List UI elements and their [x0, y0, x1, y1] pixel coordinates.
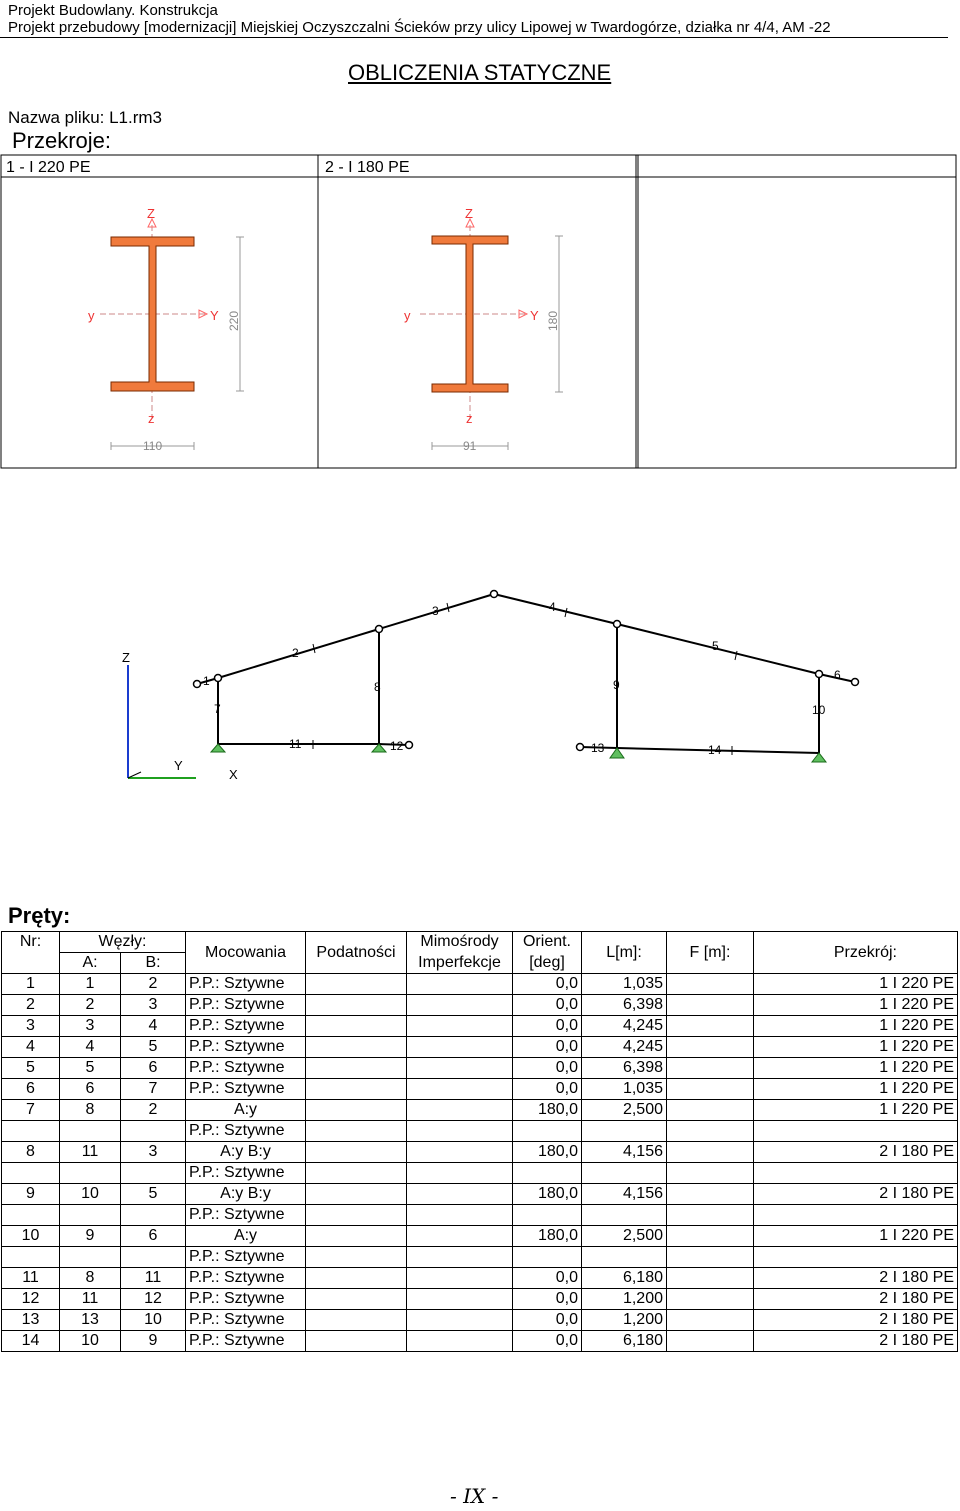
cell-empty	[60, 1121, 121, 1142]
model-label-2: 2	[292, 646, 299, 660]
cell-node-b: 3	[121, 1142, 186, 1163]
cell-empty	[2, 1247, 60, 1268]
cell-empty	[407, 1205, 513, 1226]
cell-podatnosci	[306, 995, 407, 1016]
cell-mimosrody	[407, 1268, 513, 1289]
cell-f	[667, 1184, 754, 1205]
table-row-continuation	[2, 1121, 958, 1142]
cell-podatnosci	[306, 1184, 407, 1205]
cell-node-a: 1	[60, 974, 121, 995]
model-label-13: 13	[591, 741, 605, 755]
cell-empty	[306, 1247, 407, 1268]
section-2-height: 180	[546, 310, 560, 331]
cell-empty	[60, 1163, 121, 1184]
table-row	[2, 1016, 958, 1037]
members-table-body	[2, 974, 958, 1352]
support-node-9	[610, 748, 624, 758]
cell-empty	[2, 1163, 60, 1184]
cell-empty	[667, 1163, 754, 1184]
col-podatnosci: Podatności	[316, 943, 396, 961]
cell-nr: 7	[2, 1100, 60, 1121]
cell-mimosrody	[407, 1142, 513, 1163]
cell-node-a: 10	[60, 1331, 121, 1352]
model-label-6: 6	[834, 668, 841, 682]
cell-node-a: 4	[60, 1037, 121, 1058]
cell-mimosrody	[407, 1016, 513, 1037]
cell-mocowania: P.P.: Sztywne	[186, 1058, 306, 1079]
cell-node-a: 6	[60, 1079, 121, 1100]
cell-mimosrody	[407, 1184, 513, 1205]
cell-mocowania: P.P.: Sztywne	[186, 1289, 306, 1310]
cell-f	[667, 1058, 754, 1079]
cell-length: 1,035	[582, 974, 667, 995]
model-axis-Y: Y	[174, 758, 183, 773]
col-przekroj: Przekrój:	[833, 943, 897, 961]
cell-mocowania: A:y B:y	[186, 1142, 306, 1163]
cell-mimosrody	[407, 1289, 513, 1310]
cell-orient: 0,0	[513, 1310, 582, 1331]
table-row	[2, 1331, 958, 1352]
cell-mimosrody	[407, 1058, 513, 1079]
cell-length: 6,180	[582, 1331, 667, 1352]
cell-empty	[407, 1247, 513, 1268]
cell-mocowania: A:y	[186, 1226, 306, 1247]
cell-empty	[2, 1121, 60, 1142]
support-node-7	[211, 744, 225, 752]
cell-f	[667, 1016, 754, 1037]
section-2-axis-y: y	[404, 308, 411, 323]
col-nr: Nr:	[19, 933, 42, 950]
cell-orient: 180,0	[513, 1184, 582, 1205]
cell-podatnosci	[306, 1100, 407, 1121]
cell-mimosrody	[407, 974, 513, 995]
cell-node-a: 11	[60, 1289, 121, 1310]
model-label-1: 1	[203, 674, 210, 688]
cell-section: 2 I 180 PE	[754, 1142, 958, 1163]
cell-empty	[407, 1121, 513, 1142]
cell-nr: 9	[2, 1184, 60, 1205]
cell-f	[667, 1037, 754, 1058]
cell-podatnosci	[306, 974, 407, 995]
cell-node-b: 11	[121, 1268, 186, 1289]
cell-mocowania: P.P.: Sztywne	[186, 1310, 306, 1331]
table-row	[2, 1058, 958, 1079]
cell-f	[667, 1289, 754, 1310]
model-label-5: 5	[712, 639, 719, 653]
cell-node-a: 9	[60, 1226, 121, 1247]
cell-node-a: 13	[60, 1310, 121, 1331]
cell-nr: 12	[2, 1289, 60, 1310]
file-name: Nazwa pliku: L1.rm3	[8, 108, 163, 127]
cell-podatnosci	[306, 1226, 407, 1247]
cell-empty	[667, 1205, 754, 1226]
section-2-label: 2 - I 180 PE	[325, 159, 410, 176]
model-label-14: 14	[708, 743, 722, 757]
col-a: A:	[82, 954, 98, 971]
cell-empty	[513, 1205, 582, 1226]
table-row	[2, 1226, 958, 1247]
cell-section: 1 I 220 PE	[754, 1100, 958, 1121]
cell-length: 1,200	[582, 1289, 667, 1310]
model-label-9: 9	[613, 678, 620, 692]
table-row	[2, 1289, 958, 1310]
model-label-12: 12	[390, 739, 404, 753]
cell-empty	[582, 1121, 667, 1142]
cell-section: 2 I 180 PE	[754, 1184, 958, 1205]
cell-mocowania-2: P.P.: Sztywne	[186, 1247, 306, 1268]
cell-empty	[754, 1163, 958, 1184]
cell-section: 2 I 180 PE	[754, 1310, 958, 1331]
cell-orient: 0,0	[513, 1331, 582, 1352]
cell-empty	[754, 1121, 958, 1142]
cell-nr: 8	[2, 1142, 60, 1163]
cell-node-a: 8	[60, 1268, 121, 1289]
table-row	[2, 1100, 958, 1121]
col-b: B:	[145, 954, 161, 971]
cell-empty	[306, 1205, 407, 1226]
cell-podatnosci	[306, 1142, 407, 1163]
section-2-axis-z: z	[466, 411, 473, 426]
col-mocowania: Mocowania	[205, 943, 286, 961]
cell-length: 2,500	[582, 1226, 667, 1247]
cell-mimosrody	[407, 1310, 513, 1331]
cell-orient: 0,0	[513, 1079, 582, 1100]
cell-length: 2,500	[582, 1100, 667, 1121]
cell-empty	[582, 1247, 667, 1268]
cell-length: 4,156	[582, 1142, 667, 1163]
col-nodes: Węzły:	[98, 933, 147, 950]
cell-mocowania: P.P.: Sztywne	[186, 1016, 306, 1037]
table-row	[2, 1079, 958, 1100]
cell-mocowania: P.P.: Sztywne	[186, 995, 306, 1016]
table-row	[2, 1268, 958, 1289]
cell-mocowania-2: P.P.: Sztywne	[186, 1163, 306, 1184]
cell-mimosrody	[407, 995, 513, 1016]
cell-orient: 0,0	[513, 995, 582, 1016]
cell-empty	[754, 1205, 958, 1226]
cell-empty	[407, 1163, 513, 1184]
table-row	[2, 1037, 958, 1058]
cell-node-b: 12	[121, 1289, 186, 1310]
section-1-axis-Y: Y	[210, 308, 219, 323]
cell-orient: 0,0	[513, 1037, 582, 1058]
cell-empty	[121, 1205, 186, 1226]
section-1-height: 220	[227, 310, 241, 331]
cell-mocowania: P.P.: Sztywne	[186, 974, 306, 995]
sections-frame	[1, 155, 956, 468]
cell-node-b: 5	[121, 1184, 186, 1205]
section-1-axis-y: y	[88, 308, 95, 323]
cell-podatnosci	[306, 1289, 407, 1310]
cell-empty	[121, 1163, 186, 1184]
cell-orient: 180,0	[513, 1226, 582, 1247]
cell-node-a: 11	[60, 1142, 121, 1163]
cell-f	[667, 1226, 754, 1247]
table-row-continuation	[2, 1205, 958, 1226]
model-label-10: 10	[812, 703, 826, 717]
col-f: F [m]:	[689, 943, 731, 961]
members-heading: Pręty:	[8, 903, 71, 928]
cell-empty	[754, 1247, 958, 1268]
cell-orient: 180,0	[513, 1142, 582, 1163]
model-label-11: 11	[289, 737, 302, 751]
cell-section: 1 I 220 PE	[754, 1058, 958, 1079]
cell-section: 1 I 220 PE	[754, 1079, 958, 1100]
cell-empty	[513, 1163, 582, 1184]
cell-nr: 14	[2, 1331, 60, 1352]
cell-podatnosci	[306, 1058, 407, 1079]
cell-podatnosci	[306, 1310, 407, 1331]
cell-section: 1 I 220 PE	[754, 995, 958, 1016]
cell-nr: 6	[2, 1079, 60, 1100]
cell-node-b: 9	[121, 1331, 186, 1352]
static-model	[122, 591, 859, 783]
cell-orient: 0,0	[513, 1289, 582, 1310]
cell-podatnosci	[306, 1268, 407, 1289]
section-2-axis-Y: Y	[530, 308, 539, 323]
cell-f	[667, 1079, 754, 1100]
section-1-width: 110	[143, 439, 163, 453]
cell-f	[667, 1100, 754, 1121]
cell-mocowania: P.P.: Sztywne	[186, 1268, 306, 1289]
sections-heading: Przekroje:	[12, 128, 112, 153]
model-label-4: 4	[549, 600, 556, 614]
table-row	[2, 995, 958, 1016]
cell-f	[667, 974, 754, 995]
cell-node-b: 10	[121, 1310, 186, 1331]
cell-mimosrody	[407, 1226, 513, 1247]
cell-empty	[306, 1121, 407, 1142]
header-description: Projekt przebudowy [modernizacji] Miejskiej Oczyszczalni Ścieków przy ulicy Lipowej w Twardogórze, działka nr 4/4, AM -22	[8, 19, 831, 36]
cell-orient: 0,0	[513, 1268, 582, 1289]
cell-mocowania: A:y B:y	[186, 1184, 306, 1205]
cell-empty	[513, 1247, 582, 1268]
page-number: - IX -	[450, 1484, 499, 1508]
cell-nr: 11	[2, 1268, 60, 1289]
cell-node-b: 6	[121, 1226, 186, 1247]
cell-orient: 0,0	[513, 1016, 582, 1037]
cell-mocowania-2: P.P.: Sztywne	[186, 1121, 306, 1142]
cell-section: 2 I 180 PE	[754, 1289, 958, 1310]
cell-orient: 0,0	[513, 1058, 582, 1079]
cell-mimosrody	[407, 1079, 513, 1100]
cell-empty	[306, 1163, 407, 1184]
cell-empty	[2, 1205, 60, 1226]
table-row	[2, 1142, 958, 1163]
cell-nr: 13	[2, 1310, 60, 1331]
section-2-width: 91	[463, 439, 477, 453]
table-row	[2, 974, 958, 995]
cell-mocowania: A:y	[186, 1100, 306, 1121]
cell-orient: 0,0	[513, 974, 582, 995]
cell-nr: 4	[2, 1037, 60, 1058]
cell-section: 2 I 180 PE	[754, 1331, 958, 1352]
cell-f	[667, 1142, 754, 1163]
cell-length: 6,398	[582, 995, 667, 1016]
model-axis-Z: Z	[122, 650, 130, 665]
cell-empty	[60, 1247, 121, 1268]
cell-nr: 2	[2, 995, 60, 1016]
cell-length: 1,035	[582, 1079, 667, 1100]
col-imperfekcje: Imperfekcje	[418, 953, 501, 971]
cell-node-a: 10	[60, 1184, 121, 1205]
cell-node-b: 7	[121, 1079, 186, 1100]
cell-empty	[121, 1247, 186, 1268]
col-l: L[m]:	[606, 943, 642, 961]
cell-section: 1 I 220 PE	[754, 1016, 958, 1037]
section-1-axis-Z: Z	[147, 206, 155, 221]
cell-empty	[60, 1205, 121, 1226]
cell-length: 4,245	[582, 1016, 667, 1037]
cell-podatnosci	[306, 1016, 407, 1037]
section-2-axis-Z: Z	[465, 206, 473, 221]
page-title: OBLICZENIA STATYCZNE	[348, 60, 612, 85]
col-orient: Orient.	[522, 933, 571, 951]
cell-mimosrody	[407, 1331, 513, 1352]
section-1-label: 1 - I 220 PE	[6, 159, 91, 176]
model-label-3: 3	[432, 604, 439, 618]
cell-length: 4,156	[582, 1184, 667, 1205]
cell-node-a: 8	[60, 1100, 121, 1121]
cell-nr: 3	[2, 1016, 60, 1037]
cell-length: 4,245	[582, 1037, 667, 1058]
cell-podatnosci	[306, 1079, 407, 1100]
cell-node-b: 2	[121, 974, 186, 995]
cell-nr: 5	[2, 1058, 60, 1079]
cell-mimosrody	[407, 1100, 513, 1121]
model-axis-X: X	[229, 767, 238, 782]
cell-mocowania-2: P.P.: Sztywne	[186, 1205, 306, 1226]
cell-node-a: 3	[60, 1016, 121, 1037]
section-1-drawing	[88, 206, 244, 453]
cell-f	[667, 1331, 754, 1352]
table-row	[2, 1310, 958, 1331]
header-project: Projekt Budowlany. Konstrukcja	[8, 2, 218, 19]
cell-empty	[582, 1163, 667, 1184]
cell-section: 1 I 220 PE	[754, 1037, 958, 1058]
cell-section: 2 I 180 PE	[754, 1268, 958, 1289]
cell-empty	[513, 1121, 582, 1142]
cell-section: 1 I 220 PE	[754, 1226, 958, 1247]
cell-mimosrody	[407, 1037, 513, 1058]
cell-node-a: 2	[60, 995, 121, 1016]
cell-node-b: 2	[121, 1100, 186, 1121]
cell-node-b: 3	[121, 995, 186, 1016]
members-table	[1, 931, 958, 1352]
cell-node-a: 5	[60, 1058, 121, 1079]
table-row-continuation	[2, 1247, 958, 1268]
cell-nr: 1	[2, 974, 60, 995]
model-label-8: 8	[374, 680, 381, 694]
cell-length: 6,180	[582, 1268, 667, 1289]
section-2-drawing	[404, 206, 563, 453]
cell-section: 1 I 220 PE	[754, 974, 958, 995]
cell-podatnosci	[306, 1037, 407, 1058]
cell-empty	[121, 1121, 186, 1142]
cell-empty	[667, 1247, 754, 1268]
cell-f	[667, 1268, 754, 1289]
cell-mocowania: P.P.: Sztywne	[186, 1331, 306, 1352]
model-label-7: 7	[214, 702, 221, 716]
col-mimosrody: Mimośrody	[420, 933, 499, 951]
cell-empty	[582, 1205, 667, 1226]
col-deg: [deg]	[529, 953, 565, 971]
cell-mocowania: P.P.: Sztywne	[186, 1079, 306, 1100]
cell-podatnosci	[306, 1331, 407, 1352]
cell-mocowania: P.P.: Sztywne	[186, 1037, 306, 1058]
cell-f	[667, 1310, 754, 1331]
cell-length: 6,398	[582, 1058, 667, 1079]
cell-nr: 10	[2, 1226, 60, 1247]
table-row-continuation	[2, 1163, 958, 1184]
cell-length: 1,200	[582, 1310, 667, 1331]
cell-orient: 180,0	[513, 1100, 582, 1121]
support-node-10	[812, 753, 826, 762]
cell-f	[667, 995, 754, 1016]
cell-node-b: 6	[121, 1058, 186, 1079]
support-node-8	[372, 744, 386, 752]
table-row	[2, 1184, 958, 1205]
cell-node-b: 5	[121, 1037, 186, 1058]
cell-node-b: 4	[121, 1016, 186, 1037]
cell-empty	[667, 1121, 754, 1142]
section-1-axis-z: z	[148, 411, 155, 426]
